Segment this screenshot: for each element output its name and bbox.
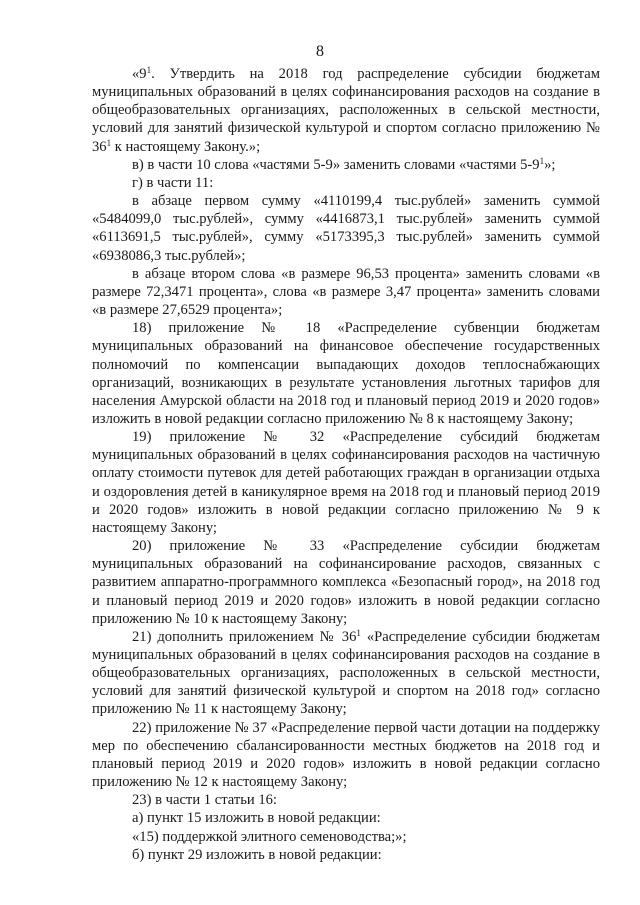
paragraph-item-18: 18) приложение № 18 «Распределение субвенции бюджетам муниципальных образований на финансовое обеспечение государственных полномочий по компенсации выпадающих доходов теплоснабжающих организаций, возникающих в результате установления льготных тарифов для населения Амурской области на 2018 год и плановый период 2019 и 2020 годов» изложить в новой редакции согласно приложению № 8 к настоящему Закону; xyxy=(92,320,600,427)
page-number: 8 xyxy=(316,43,324,60)
paragraph-art9-1-intro: «$9^1$. Утвердить на 2018 год распределение субсидии бюджетам муниципальных образований в целях софинансирования расходов на создание в общеобразовательных организациях, расположенных в сельской местности, условий для занятий физической культурой и спортом согласно приложению № $36^1$ к настоящему Закону.»; xyxy=(92,65,600,155)
paragraph-item-22: 22) приложение № 37 «Распределение первой части дотации на поддержку мер по обеспечению сбалансированности местных бюджетов на 2018 год и плановый период 2019 и 2020 годов» изложить в новой редакции согласно приложению № 12 к настоящему Закону; xyxy=(92,719,600,791)
paragraph-item-g: г) в части 11: xyxy=(132,174,214,191)
paragraph-item-v: в) в части 10 слова «частями 5-9» заменить словами «частями $5-9^1$»; xyxy=(132,155,556,173)
paragraph-item-21: 21) дополнить приложением № $36^1$ «Распределение субсидии бюджетам муниципальных образований в целях софинансирования расходов на создание в общеобразовательных организациях, расположенных в сельской местности, условий для занятий физической культурой и спортом на 2018 год» согласно приложению № 11 к настоящему Закону; xyxy=(92,627,600,718)
paragraph-item-19: 19) приложение № 32 «Распределение субсидий бюджетам муниципальных образований в целях софинансирования расходов на частичную оплату стоимости путевок для детей работающих граждан в организации отдыха и оздоровления детей в каникулярное время на 2018 год и плановый период 2019 и 2020 годов» изложить в новой редакции согласно приложению № 9 к настоящему Закону; xyxy=(92,429,600,536)
paragraph-item-23: 23) в части 1 статьи 16: xyxy=(132,792,277,809)
paragraph-item-g-para2: в абзаце втором слова «в размере 96,53 процента» заменить словами «в размере 72,3471 процента», слова «в размере 3,47 процента» заменить словами «в размере 27,6529 процента»; xyxy=(92,265,600,319)
document-body xyxy=(92,65,600,864)
paragraph-item-23-a-text: «15) поддержкой элитного семеноводства;»; xyxy=(132,828,407,845)
paragraph-item-23-a: а) пункт 15 изложить в новой редакции: xyxy=(132,810,381,827)
paragraph-item-g-para1: в абзаце первом сумму «4110199,4 тыс.рублей» заменить суммой «5484099,0 тыс.рублей», сумму «4416873,1 тыс.рублей» заменить суммой «6113691,5 тыс.рублей», сумму «5173395,3 тыс.рублей» заменить суммой «6938086,3 тыс.рублей»; xyxy=(92,193,600,264)
paragraph-item-23-b: б) пункт 29 изложить в новой редакции: xyxy=(132,846,382,863)
paragraph-item-20: 20) приложение № 33 «Распределение субсидии бюджетам муниципальных образований на софинансирование расходов, связанных с развитием аппаратно-программного комплекса «Безопасный город», на 2018 год и плановый период 2019 и 2020 годов» изложить в новой редакции согласно приложению № 10 к настоящему Закону; xyxy=(92,538,600,627)
